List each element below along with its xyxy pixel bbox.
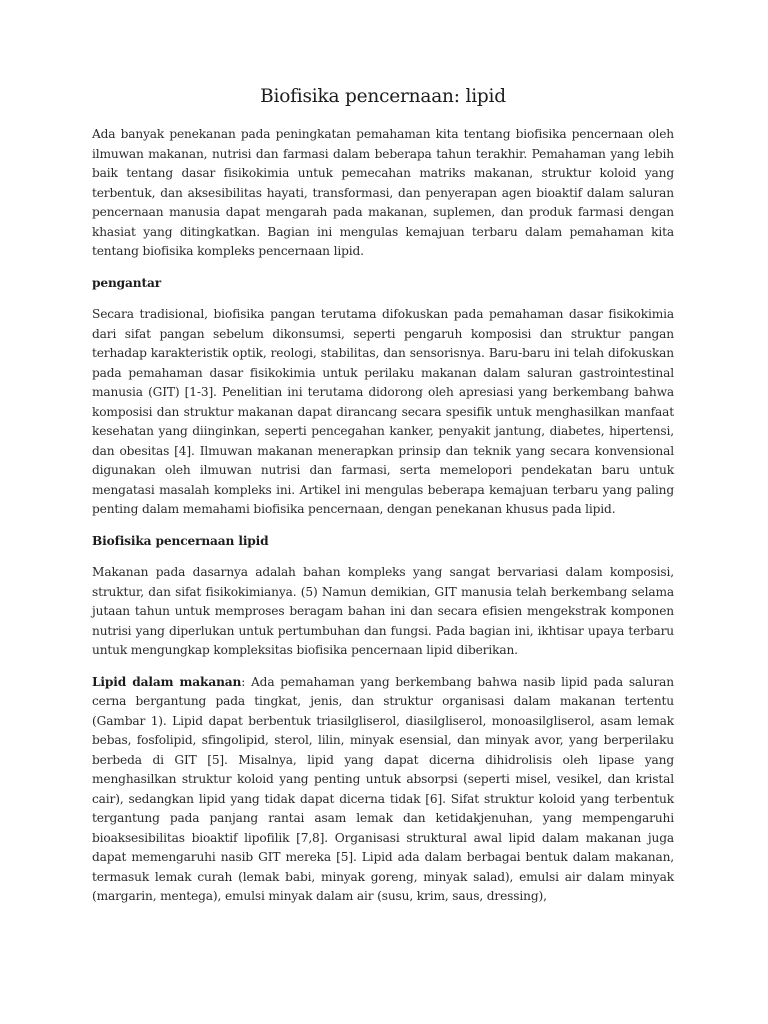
pengantar-paragraph: Secara tradisional, biofisika pangan terutama difokuskan pada pemahaman dasar fisikokimia dari sifat pangan sebelum dikonsumsi, seperti pengaruh komposisi dan struktur pangan terhadap karakteristik optik, reologi, stabilitas, dan sensorisnya. Baru-baru ini telah difokuskan pada pemahaman dasar fisikokimia untuk perilaku makanan dalam saluran gastrointestinal manusia (GIT) [1-3]. Penelitian ini terutama didorong oleh apresiasi yang berkembang bahwa komposisi dan struktur makanan dapat dirancang secara spesifik untuk menghasilkan manfaat kesehatan yang diinginkan, seperti pencegahan kanker, penyakit jantung, diabetes, hipertensi, dan obesitas [4]. Ilmuwan makanan menerapkan prinsip dan teknik yang secara konvensional digunakan oleh ilmuwan nutrisi dan farmasi, serta memelopori pendekatan baru untuk mengatasi masalah kompleks ini. Artikel ini mengulas beberapa kemajuan terbaru yang paling penting dalam memahami biofisika pencernaan, dengan penekanan khusus pada lipid. xyxy=(92,307,674,516)
spacer xyxy=(92,661,674,673)
intro-paragraph: Ada banyak penekanan pada peningkatan pemahaman kita tentang biofisika pencernaan oleh ilmuwan makanan, nutrisi dan farmasi dalam beberapa tahun terakhir. Pemahaman yang lebih baik tentang dasar fisikokimia untuk pemecahan matriks makanan, struktur koloid yang terbentuk, dan aksesibilitas hayati, transformasi, dan penyerapan agen bioaktif dalam saluran pencernaan manusia dapat mengarah pada makanan, suplemen, dan produk farmasi dengan khasiat yang ditingkatkan. Bagian ini mengulas kemajuan terbaru dalam pemahaman kita tentang biofisika kompleks pencernaan lipid. xyxy=(92,127,674,258)
biofisika-lipid-paragraph: Makanan pada dasarnya adalah bahan kompleks yang sangat bervariasi dalam komposisi, struktur, dan sifat fisikokimianya. (5) Namun demikian, GIT manusia telah berkembang selama jutaan tahun untuk memproses beragam bahan ini dan secara efisien mengekstrak komponen nutrisi yang diperlukan untuk pertumbuhan dan fungsi. Pada bagian ini, ikhtisar upaya terbaru untuk mengungkap kompleksitas biofisika pencernaan lipid diberikan. xyxy=(92,565,674,657)
spacer xyxy=(92,293,674,305)
spacer xyxy=(92,262,674,274)
spacer xyxy=(92,551,674,563)
lipid-dalam-makanan-text: : Ada pemahaman yang berkembang bahwa nasib lipid pada saluran cerna bergantung pada tingkat, jenis, dan struktur organisasi dalam makanan tertentu (Gambar 1). Lipid dapat berbentuk triasilgliserol, diasilgliserol, monoasilgliserol, asam lemak bebas, fosfolipid, sfingolipid, sterol, lilin, minyak esensial, dan minyak avor, yang berperilaku berbeda di GIT [5]. Misalnya, lipid yang dapat dicerna dihidrolisis oleh lipase yang menghasilkan struktur koloid yang penting untuk absorpsi (seperti misel, vesikel, dan kristal cair), sedangkan lipid yang tidak dapat dicerna tidak [6]. Sifat struktur koloid yang terbentuk tergantung pada panjang rantai asam lemak dan ketidakjenuhan, yang mempengaruhi bioaksesibilitas bioaktif lipofilik [7,8]. Organisasi struktural awal lipid dalam makanan juga dapat memengaruhi nasib GIT mereka [5]. Lipid ada dalam berbagai bentuk dalam makanan, termasuk lemak curah (lemak babi, minyak goreng, minyak salad), emulsi air dalam minyak (margarin, mentega), emulsi minyak dalam air (susu, krim, saus, dressing), xyxy=(92,674,674,903)
document-title: Biofisika pencernaan: lipid xyxy=(260,86,506,107)
section-heading-pengantar: pengantar xyxy=(92,275,162,290)
document-body xyxy=(92,86,674,907)
spacer xyxy=(92,520,674,532)
lipid-dalam-makanan-paragraph xyxy=(92,673,674,907)
section-heading-biofisika-lipid: Biofisika pencernaan lipid xyxy=(92,533,269,548)
lipid-dalam-makanan-lead: Lipid dalam makanan xyxy=(92,674,242,689)
